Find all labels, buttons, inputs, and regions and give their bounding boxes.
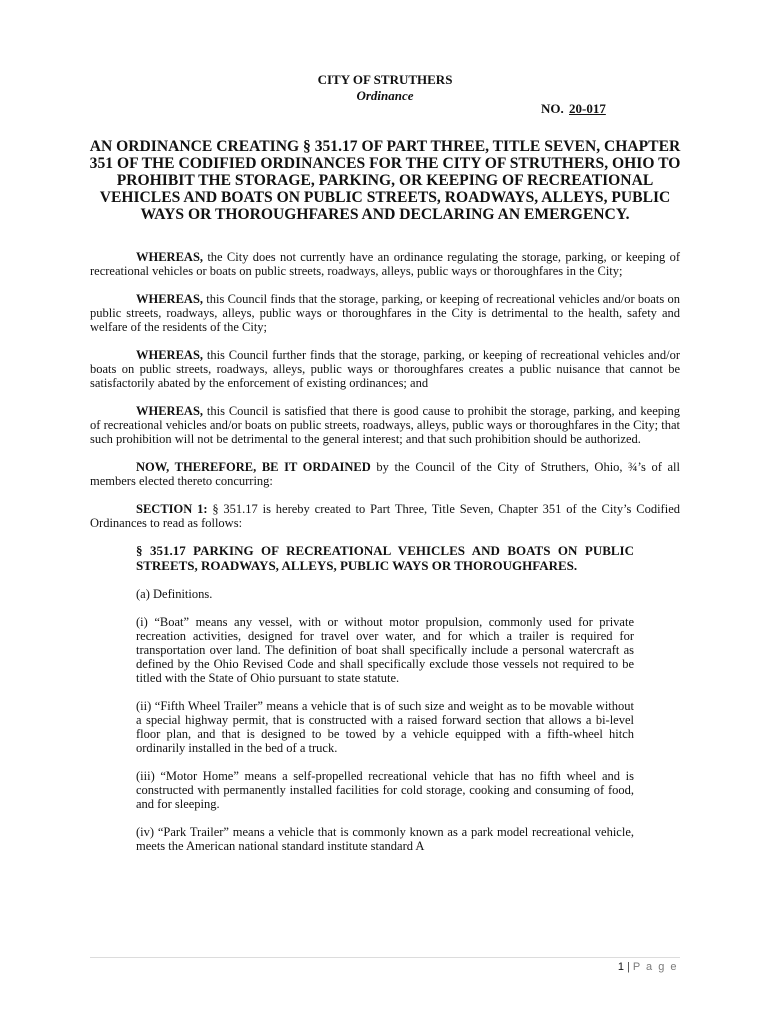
page-footer — [618, 961, 678, 973]
definition-fifth-wheel-trailer: (ii) “Fifth Wheel Trailer” means a vehicle that is of such size and weight as to be movable without a special highway permit, that is constructed with a raised forward section that allows a bi-level floor plan, and that is designed to be towed by a vehicle equipped with a fifth-wheel hitch ordinarily installed in the bed of a truck. — [136, 699, 634, 755]
document-header — [90, 72, 680, 104]
section-content — [136, 544, 634, 853]
whereas-paragraph — [90, 250, 680, 278]
section-heading: § 351.17 PARKING OF RECREATIONAL VEHICLES AND BOATS ON PUBLIC STREETS, ROADWAYS, ALLEYS, PUBLIC WAYS OR THOROUGHFARES. — [136, 543, 634, 573]
definition-park-trailer: (iv) “Park Trailer” means a vehicle that is commonly known as a park model recreational vehicle, meets the American national standard institute standard A — [136, 825, 634, 853]
whereas-lead: WHEREAS, — [136, 348, 204, 362]
document-type: Ordinance — [356, 88, 414, 103]
whereas-lead: WHEREAS, — [136, 250, 204, 264]
whereas-text: the City does not currently have an ordinance regulating the storage, parking, or keeping of recreational vehicles or boats on public streets, roadways, alleys, public ways or thoroughfares in the City; — [90, 250, 680, 278]
definitions-heading: (a) Definitions. — [136, 587, 213, 601]
page-label: P a g e — [632, 961, 678, 973]
section-1-text: § 351.17 is hereby created to Part Three, Title Seven, Chapter 351 of the City’s Codified Ordinances to read as follows: — [90, 502, 680, 530]
ordinance-number-value: 20-017 — [569, 101, 606, 116]
ordinance-number — [541, 101, 661, 117]
whereas-text: this Council finds that the storage, parking, or keeping of recreational vehicles and/or boats on public streets, roadways, alleys, public ways or thoroughfares in the City is detrimental to the health, safety and welfare of the residents of the City; — [90, 292, 680, 334]
whereas-paragraph — [90, 348, 680, 390]
city-name: CITY OF STRUTHERS — [317, 72, 453, 87]
ordained-text: by the Council of the City of Struthers, Ohio, ¾’s of all members elected thereto concurring: — [90, 460, 680, 488]
ordinance-number-label: NO. — [541, 101, 564, 116]
page-number: 1 — [617, 961, 624, 973]
ordinance-title: AN ORDINANCE CREATING § 351.17 OF PART THREE, TITLE SEVEN, CHAPTER 351 OF THE CODIFIED ORDINANCES FOR THE CITY OF STRUTHERS, OHIO TO PROHIBIT THE STORAGE, PARKING, OR KEEPING OF RECREATIONAL VEHICLES AND BOATS ON PUBLIC STREETS, ROADWAYS, ALLEYS, PUBLIC WAYS OR THOROUGHFARES AND DECLARING AN EMERGENCY. — [89, 138, 681, 223]
whereas-text: this Council is satisfied that there is good cause to prohibit the storage, parking, and keeping of recreational vehicles and/or boats on public streets, roadways, alleys, public ways or thoroughfares in the City; that such prohibition will not be detrimental to the general interest; and that such prohibition should be authorized. — [90, 404, 680, 446]
whereas-text: this Council further finds that the storage, parking, or keeping of recreational vehicles and/or boats on public streets, roadways, alleys, public ways or thoroughfares creates a public nuisance that cannot be satisfactorily abated by the enforcement of existing ordinances; and — [90, 348, 680, 390]
definition-motor-home: (iii) “Motor Home” means a self-propelled recreational vehicle that has no fifth wheel and is constructed with permanently installed facilities for cold storage, cooking and consuming of food, and for sleeping. — [136, 769, 634, 811]
section-1-paragraph — [90, 502, 680, 530]
footer-separator: | — [626, 961, 630, 973]
ordained-paragraph — [90, 460, 680, 488]
whereas-paragraph — [90, 404, 680, 446]
whereas-paragraph — [90, 292, 680, 334]
document-body — [90, 250, 680, 867]
footer-divider — [90, 957, 680, 958]
section-1-lead: SECTION 1: — [136, 502, 208, 516]
ordained-lead: NOW, THEREFORE, BE IT ORDAINED — [136, 460, 371, 474]
definition-boat: (i) “Boat” means any vessel, with or without motor propulsion, commonly used for private recreation activities, designed for travel over water, and for which a trailer is required for transportation over land. The definition of boat shall specifically include a personal watercraft as defined by the Ohio Revised Code and shall specifically exclude those vessels not required to be titled with the State of Ohio pursuant to state statute. — [136, 615, 634, 685]
whereas-lead: WHEREAS, — [136, 292, 204, 306]
whereas-lead: WHEREAS, — [136, 404, 204, 418]
